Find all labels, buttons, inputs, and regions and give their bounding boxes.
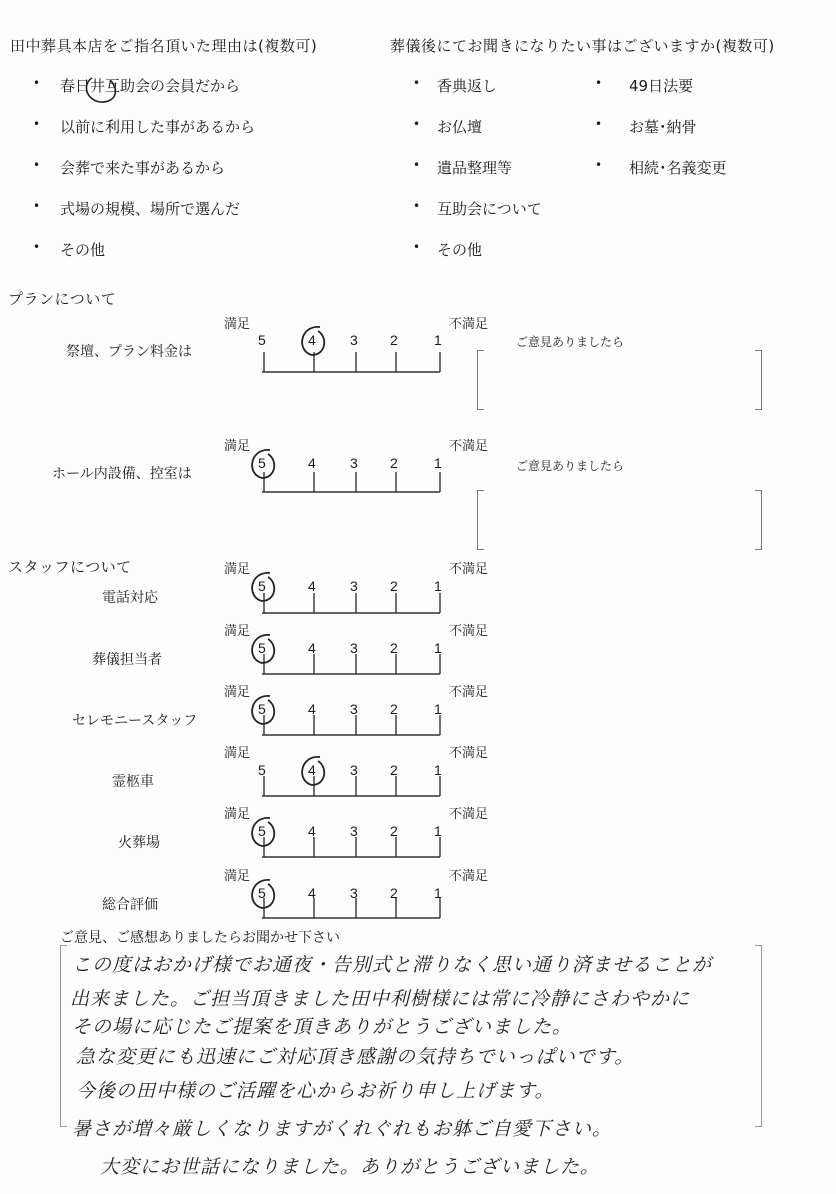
scale-number[interactable]: 1 [434, 823, 442, 839]
reason-option[interactable]: 以前に利用した事があるから [60, 118, 256, 136]
after-option[interactable]: 香典返し [437, 77, 498, 95]
scale-number[interactable]: 4 [308, 701, 316, 717]
reason-selected-mark [86, 78, 115, 102]
scale-number[interactable]: 4 [308, 885, 316, 901]
scale-number[interactable]: 3 [350, 762, 358, 778]
scale-number[interactable]: 4 [308, 640, 316, 656]
scale-number[interactable]: 4 [308, 332, 316, 348]
comment-label: ご意見ありましたら [516, 459, 625, 473]
bullet-icon: • [413, 76, 421, 90]
scale-number[interactable]: 3 [350, 578, 358, 594]
rating-circle-mark [252, 573, 274, 601]
after-heading: 葬儀後にてお聞きになりたい事はございますか(複数可) [390, 37, 775, 55]
scale-number[interactable]: 2 [390, 701, 398, 717]
feedback-prompt: ご意見、ご感想ありましたらお聞かせ下さい [60, 930, 340, 946]
rating-label: 電話対応 [102, 590, 158, 606]
unsatisfied-label: 不満足 [449, 869, 489, 884]
unsatisfied-label: 不満足 [449, 685, 489, 700]
scale-number[interactable]: 1 [434, 762, 442, 778]
satisfied-label: 満足 [224, 317, 251, 332]
bullet-icon: • [595, 76, 603, 90]
scale-number[interactable]: 2 [390, 640, 398, 656]
satisfied-label: 満足 [224, 685, 251, 700]
unsatisfied-label: 不満足 [449, 562, 489, 577]
rating-circle-mark [252, 450, 274, 478]
after-option[interactable]: その他 [437, 241, 483, 259]
rating-label: 葬儀担当者 [92, 652, 162, 668]
bullet-icon: • [413, 117, 421, 131]
staff-heading: スタッフについて [8, 558, 132, 576]
plan-heading: プランについて [8, 290, 117, 308]
scale-number[interactable]: 4 [308, 578, 316, 594]
unsatisfied-label: 不満足 [449, 624, 489, 639]
scale-number[interactable]: 3 [350, 701, 358, 717]
satisfied-label: 満足 [224, 624, 251, 639]
scale-number[interactable]: 5 [258, 823, 266, 839]
after-option[interactable]: お墓･納骨 [629, 118, 697, 136]
scale-number[interactable]: 3 [350, 885, 358, 901]
after-option[interactable]: 相続･名義変更 [629, 159, 727, 177]
scale-number[interactable]: 1 [434, 578, 442, 594]
feedback-line: 暑さが増々厳しくなりますがくれぐれもお躰ご自愛下さい。 [72, 1118, 613, 1140]
bullet-icon: • [33, 199, 41, 213]
rating-label: 祭壇、プラン料金は [66, 344, 192, 360]
scale-number[interactable]: 5 [258, 640, 266, 656]
scale-number[interactable]: 5 [258, 332, 266, 348]
bullet-icon: • [595, 158, 603, 172]
scale-number[interactable]: 1 [434, 701, 442, 717]
scale-number[interactable]: 4 [308, 762, 316, 778]
after-option[interactable]: 互助会について [437, 200, 542, 218]
scale-number[interactable]: 2 [390, 762, 398, 778]
feedback-line: 今後の田中様のご活躍を心からお祈り申し上げます。 [76, 1080, 555, 1102]
feedback-line: 急な変更にも迅速にご対応頂き感謝の気持ちでいっぱいです。 [76, 1046, 635, 1068]
bullet-icon: • [33, 76, 41, 90]
feedback-line: 出来ました。ご担当頂きました田中利樹様には常に冷静にさわやかに [70, 988, 691, 1010]
satisfied-label: 満足 [224, 562, 251, 577]
scale-number[interactable]: 5 [258, 885, 266, 901]
reason-option[interactable]: 春日井互助会の会員だから [60, 77, 241, 95]
reason-option[interactable]: 会葬で来た事があるから [60, 159, 226, 177]
scale-number[interactable]: 2 [390, 332, 398, 348]
unsatisfied-label: 不満足 [449, 807, 489, 822]
satisfied-label: 満足 [224, 869, 251, 884]
rating-label: 火葬場 [118, 835, 160, 851]
scale-number[interactable]: 3 [350, 640, 358, 656]
scale-number[interactable]: 4 [308, 455, 316, 471]
scale-number[interactable]: 5 [258, 762, 266, 778]
scale-number[interactable]: 3 [350, 332, 358, 348]
unsatisfied-label: 不満足 [449, 317, 489, 332]
after-option[interactable]: お仏壇 [437, 118, 483, 136]
after-option[interactable]: 49日法要 [629, 77, 694, 95]
rating-circle-mark [252, 818, 274, 846]
reason-option[interactable]: 式場の規模、場所で選んだ [60, 200, 241, 218]
bullet-icon: • [413, 158, 421, 172]
unsatisfied-label: 不満足 [449, 746, 489, 761]
scale-number[interactable]: 3 [350, 455, 358, 471]
rating-circle-mark [252, 696, 274, 724]
reason-heading: 田中葬具本店をご指名頂いた理由は(複数可) [10, 37, 318, 55]
scale-number[interactable]: 1 [434, 640, 442, 656]
satisfied-label: 満足 [224, 746, 251, 761]
satisfied-label: 満足 [224, 807, 251, 822]
rating-label: 総合評価 [102, 897, 158, 913]
bullet-icon: • [33, 158, 41, 172]
reason-option[interactable]: その他 [60, 241, 106, 259]
scale-number[interactable]: 5 [258, 701, 266, 717]
rating-label: ホール内設備、控室は [52, 466, 192, 482]
rating-label: セレモニースタッフ [72, 713, 198, 729]
scale-number[interactable]: 3 [350, 823, 358, 839]
scale-number[interactable]: 2 [390, 885, 398, 901]
scale-number[interactable]: 1 [434, 885, 442, 901]
scale-number[interactable]: 5 [258, 578, 266, 594]
scale-number[interactable]: 2 [390, 578, 398, 594]
rating-circle-mark [252, 880, 274, 908]
rating-circle-mark [302, 327, 324, 355]
bullet-icon: • [413, 199, 421, 213]
scale-number[interactable]: 5 [258, 455, 266, 471]
rating-label: 霊柩車 [112, 774, 154, 790]
after-option[interactable]: 遺品整理等 [437, 159, 513, 177]
unsatisfied-label: 不満足 [449, 439, 489, 454]
rating-circle-mark [302, 757, 324, 785]
bullet-icon: • [33, 117, 41, 131]
feedback-line: この度はおかげ様でお通夜・告別式と滞りなく思い通り済ませることが [72, 954, 713, 976]
feedback-line: 大変にお世話になりました。ありがとうございました。 [100, 1156, 601, 1178]
bullet-icon: • [33, 240, 41, 254]
bullet-icon: • [595, 117, 603, 131]
feedback-line: その場に応じたご提案を頂きありがとうございました。 [72, 1016, 573, 1038]
rating-circle-mark [252, 635, 274, 663]
bullet-icon: • [413, 240, 421, 254]
scale-number[interactable]: 1 [434, 332, 442, 348]
scale-number[interactable]: 1 [434, 455, 442, 471]
comment-label: ご意見ありましたら [516, 335, 625, 349]
scale-number[interactable]: 4 [308, 823, 316, 839]
scale-number[interactable]: 2 [390, 455, 398, 471]
scale-number[interactable]: 2 [390, 823, 398, 839]
satisfied-label: 満足 [224, 439, 251, 454]
